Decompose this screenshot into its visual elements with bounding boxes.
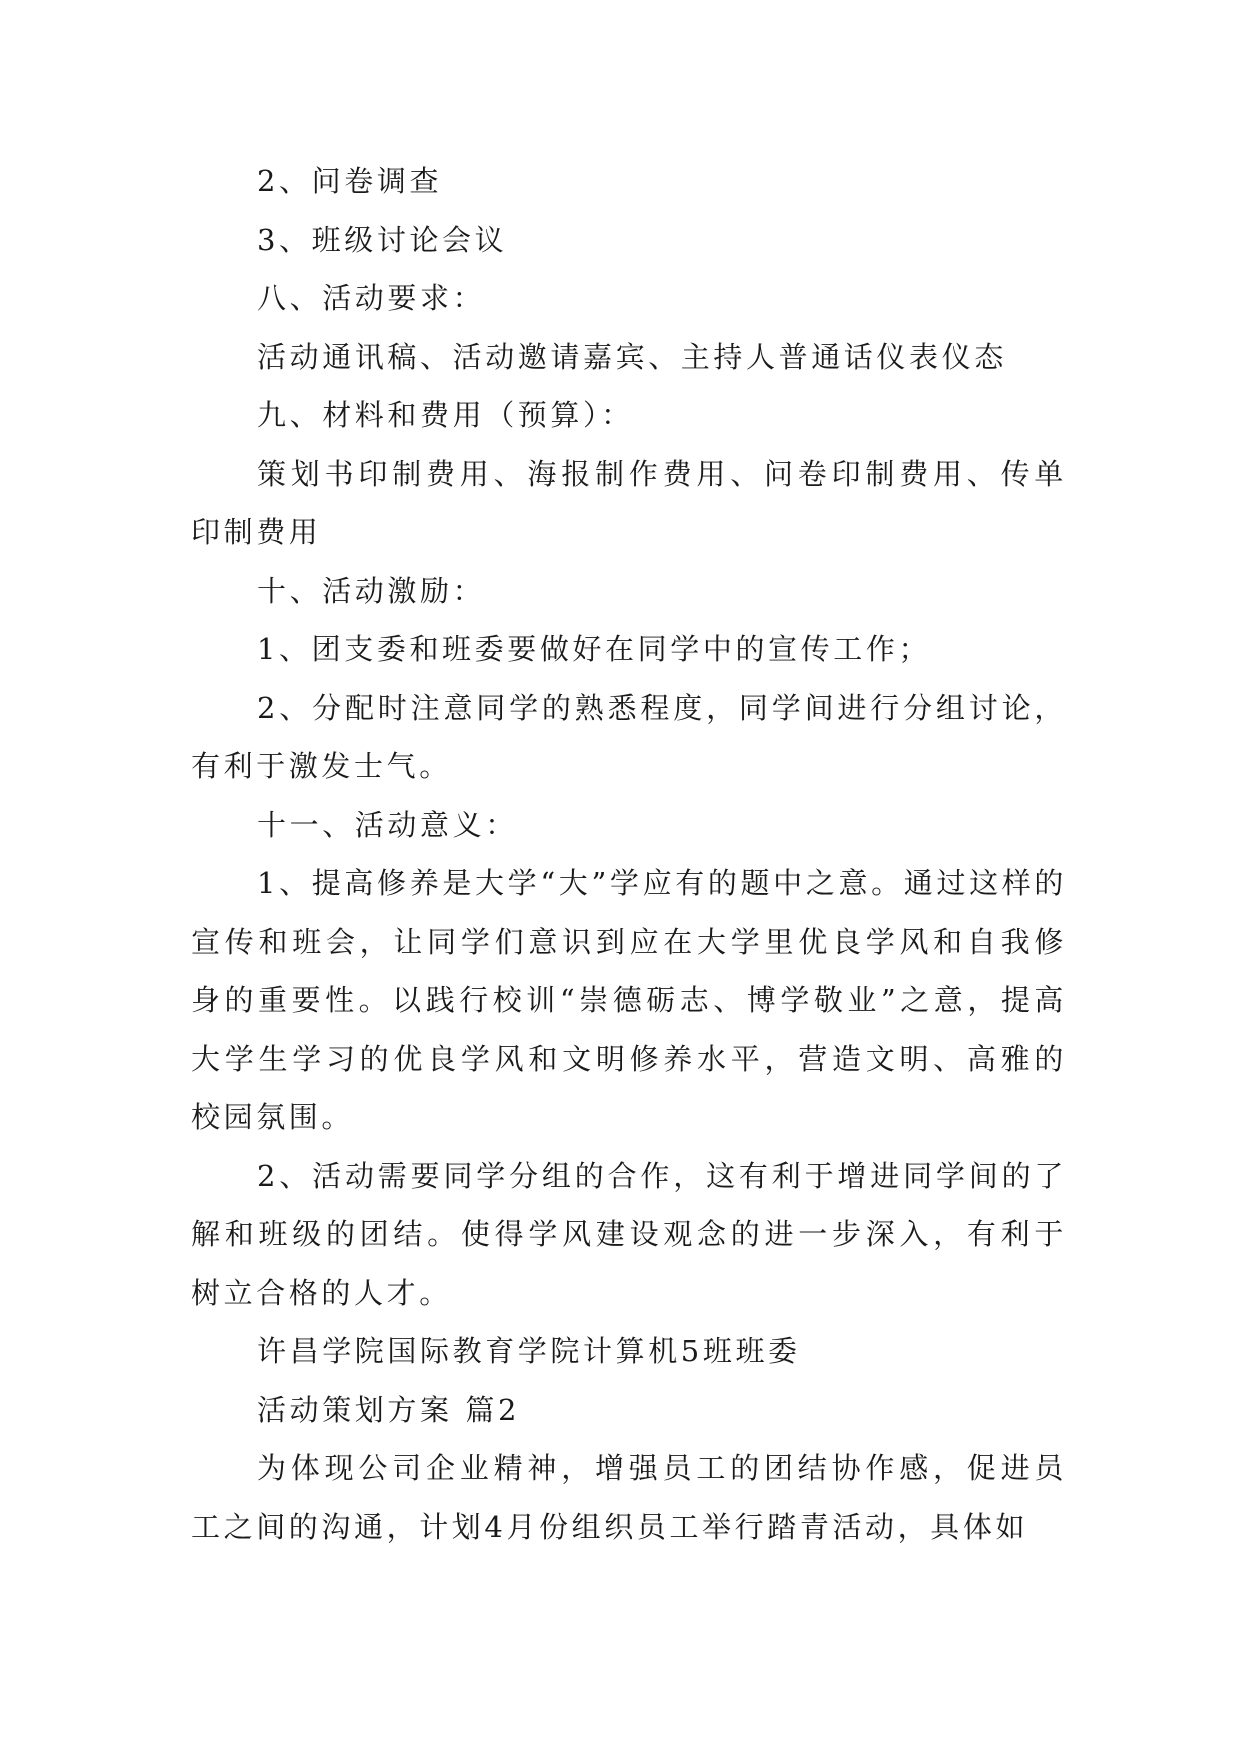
paragraph: 2、问卷调查 xyxy=(257,164,443,198)
article-title: 活动策划方案 篇2 xyxy=(257,1392,521,1427)
paragraph: 1、提高修养是大学“大”学应有的题中之意。通过这样的宣传和班会，让同学们意识到应在大学里优良学风和自我修身的重要性。以践行校训“崇德砺志、博学敬业”之意，提高大学生学习的优良学风和文明修养水平，营造文明、高雅的校园氛围。 xyxy=(191,866,1067,1134)
signature-line: 许昌学院国际教育学院计算机5班班委 xyxy=(257,1334,801,1368)
paragraph: 2、活动需要同学分组的合作，这有利于增进同学间的了解和班级的团结。使得学风建设观念的进一步深入，有利于树立合格的人才。 xyxy=(191,1158,1067,1310)
paragraph: 策划书印制费用、海报制作费用、问卷印制费用、传单印制费用 xyxy=(191,456,1067,549)
paragraph: 2、分配时注意同学的熟悉程度，同学间进行分组讨论，有利于激发士气。 xyxy=(191,690,1067,783)
section-heading: 十一、活动意义： xyxy=(257,807,518,842)
section-heading: 九、材料和费用（预算）： xyxy=(257,398,634,432)
paragraph: 活动通讯稿、活动邀请嘉宾、主持人普通话仪表仪态 xyxy=(257,339,1007,374)
section-heading: 八、活动要求： xyxy=(257,281,486,315)
paragraph: 1、团支委和班委要做好在同学中的宣传工作； xyxy=(257,632,932,666)
document-body xyxy=(191,152,1067,1556)
paragraph: 3、班级讨论会议 xyxy=(257,222,508,257)
paragraph: 为体现公司企业精神，增强员工的团结协作感，促进员工之间的沟通，计划4月份组织员工举行踏青活动，具体如 xyxy=(191,1451,1067,1544)
section-heading: 十、活动激励： xyxy=(257,573,486,608)
